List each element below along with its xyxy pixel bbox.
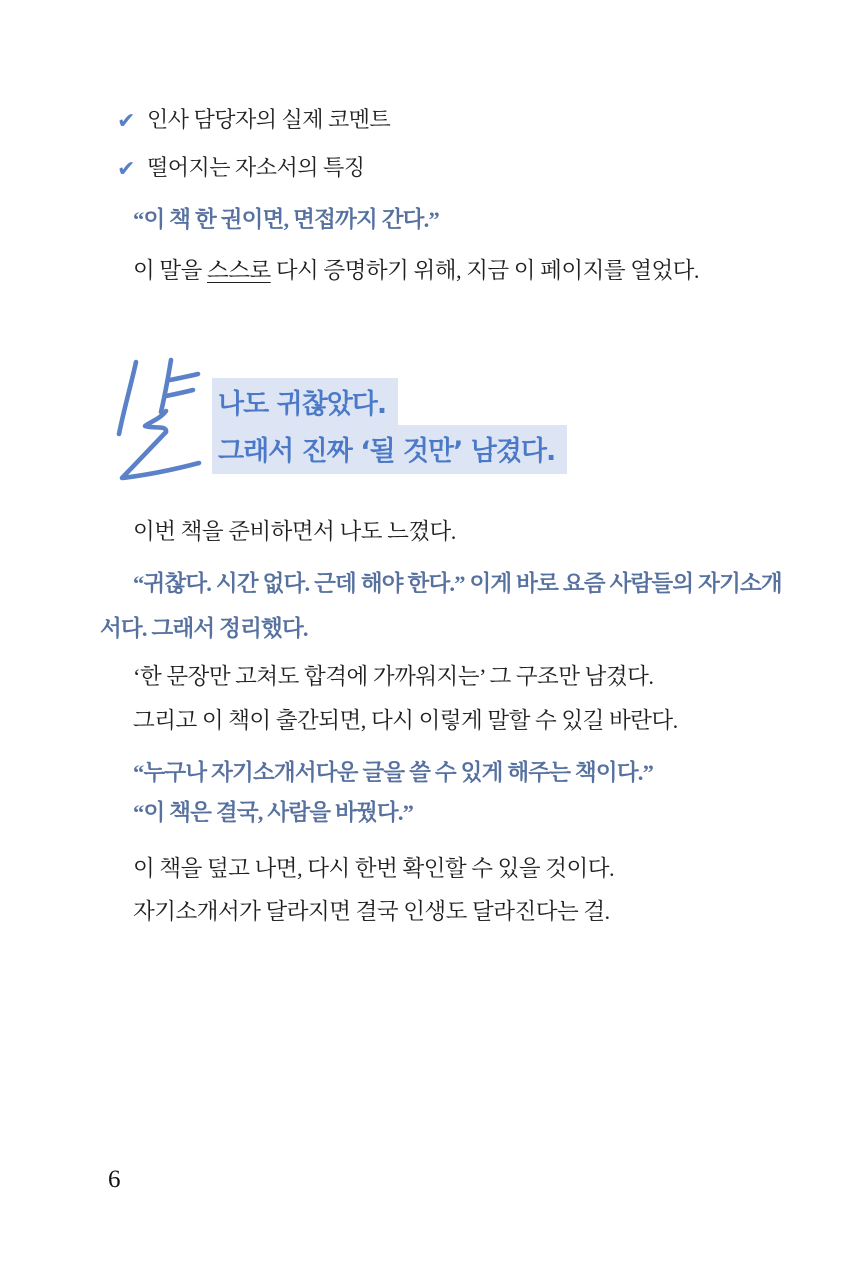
body-paragraph-2-line1: “귀찮다. 시간 없다. 근데 해야 한다.” 이게 바로 요즘 사람들의 자기소개 bbox=[133, 571, 782, 596]
body-paragraph-4-line1: “누구나 자기소개서다운 글을 쓸 수 있게 해주는 책이다.” bbox=[133, 760, 654, 785]
checklist-item bbox=[117, 103, 390, 134]
body-paragraph-4-line2: “이 책은 결국, 사람을 바꿨다.” bbox=[133, 800, 414, 825]
body-paragraph-1: 이번 책을 준비하면서 나도 느꼈다. bbox=[133, 519, 456, 544]
body-paragraph-3-line1: ‘한 문장만 고쳐도 합격에 가까워지는’ 그 구조만 남겼다. bbox=[133, 664, 654, 689]
body-paragraph-5-line1: 이 책을 덮고 나면, 다시 한번 확인할 수 있을 것이다. bbox=[133, 856, 615, 881]
body-paragraph-5-line2: 자기소개서가 달라지면 결국 인생도 달라진다는 걸. bbox=[133, 899, 610, 924]
section-heading-line1 bbox=[212, 378, 398, 427]
checklist-item bbox=[117, 151, 364, 182]
checklist-item-label: 떨어지는 자소서의 특징 bbox=[146, 155, 365, 180]
calligraphy-gyeol bbox=[110, 352, 204, 490]
intro-body-line bbox=[133, 253, 699, 285]
intro-body-suffix: 다시 증명하기 위해, 지금 이 페이지를 열었다. bbox=[270, 258, 700, 283]
check-icon: ✔ bbox=[117, 157, 135, 182]
section-heading-line2-text: 그래서 진짜 ‘될 것만’ 남겼다. bbox=[212, 425, 567, 474]
intro-body-prefix: 이 말을 bbox=[133, 258, 207, 283]
check-icon: ✔ bbox=[117, 109, 135, 134]
calligraphy-gyeol-strokes bbox=[110, 352, 204, 490]
section-heading-line2 bbox=[212, 425, 567, 474]
body-paragraph-2-line2: 서다. 그래서 정리했다. bbox=[100, 616, 308, 641]
page-number: 6 bbox=[108, 1166, 121, 1193]
checklist-item-label: 인사 담당자의 실제 코멘트 bbox=[146, 107, 391, 132]
body-paragraph-3-line2: 그리고 이 책이 출간되면, 다시 이렇게 말할 수 있길 바란다. bbox=[133, 708, 678, 733]
intro-quote: “이 책 한 권이면, 면접까지 간다.” bbox=[133, 207, 439, 232]
intro-body-underlined: 스스로 bbox=[206, 258, 271, 283]
section-heading-line1-text: 나도 귀찮았다. bbox=[212, 378, 398, 427]
